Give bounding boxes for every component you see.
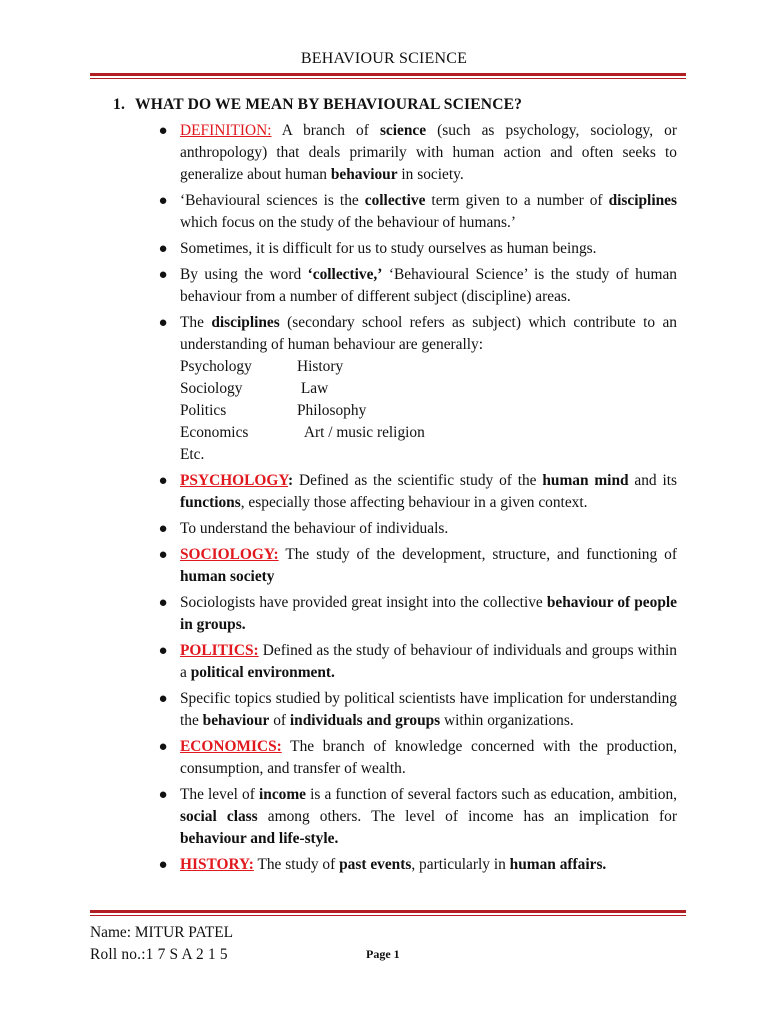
bullet-dot-icon: ● (158, 473, 168, 489)
discipline-name: Art / music religion (297, 424, 425, 441)
list-item-text (180, 264, 677, 308)
bullet-dot-icon: ● (158, 241, 168, 257)
list-item (158, 470, 677, 514)
text-segment: (such as psychology, sociology, or anthropology) that deals primarily with human action and often seeks to generalize about human (180, 122, 677, 183)
footer-name: Name: MITUR PATEL (90, 924, 234, 941)
discipline-name: Law (297, 380, 329, 397)
list-item (158, 688, 677, 732)
text-segment: , especially those affecting behaviour in a given context. (240, 494, 588, 511)
footer-roll-number: Roll no.:1 7 S A 2 1 5 (90, 946, 228, 963)
list-item (158, 736, 677, 780)
bullet-dot-icon: ● (158, 595, 168, 611)
term-label: POLITICS: (180, 642, 259, 659)
bullet-dot-icon: ● (158, 857, 168, 873)
emphasis-text: behaviour (330, 166, 398, 183)
emphasis-text: behaviour (202, 712, 270, 729)
header-divider (90, 73, 686, 79)
term-label: ECONOMICS: (180, 738, 282, 755)
text-segment: The branch of knowledge concerned with the production, consumption, and transfer of wealth. (180, 738, 677, 777)
section-heading (113, 96, 522, 114)
list-item-text (180, 736, 677, 780)
text-segment: term given to a number of (425, 192, 609, 209)
emphasis-text: : (288, 472, 294, 489)
text-segment: which focus on the study of the behaviour of humans.’ (180, 214, 516, 231)
bullet-dot-icon: ● (158, 315, 168, 331)
text-segment: Defined as the study of behaviour of individuals and groups within a (180, 642, 677, 681)
list-item-text (180, 470, 677, 514)
discipline-name (297, 444, 497, 466)
bullet-dot-icon: ● (158, 739, 168, 755)
emphasis-text: disciplines (211, 314, 280, 331)
emphasis-text: collective (364, 192, 426, 209)
list-item (158, 784, 678, 850)
text-segment: , particularly in (411, 856, 510, 873)
emphasis-text: social class (180, 808, 258, 825)
emphasis-text: individuals and groups (289, 712, 441, 729)
emphasis-text: human mind (542, 472, 629, 489)
list-item-text (180, 120, 677, 186)
text-segment: (secondary school refers as subject) which contribute to an understanding of human behaviour are generally: (180, 314, 678, 353)
text-segment: The (180, 314, 212, 331)
list-item-text (180, 640, 677, 684)
emphasis-text: behaviour and life-style. (180, 830, 339, 847)
discipline-name: Politics (180, 402, 227, 419)
list-item-text (180, 518, 677, 540)
emphasis-text: past events (339, 856, 412, 873)
text-segment: Sociologists have provided great insight into the collective (180, 594, 547, 611)
list-item (158, 238, 677, 260)
list-item (158, 854, 677, 876)
page-title: BEHAVIOUR SCIENCE (300, 50, 468, 67)
list-item (158, 640, 677, 684)
emphasis-text: human affairs. (509, 856, 607, 873)
list-item-text (180, 190, 677, 234)
term-label: HISTORY: (180, 856, 254, 873)
bullet-dot-icon: ● (158, 123, 168, 139)
text-segment: within organizations. (440, 712, 574, 729)
text-segment: and its (628, 472, 677, 489)
section-heading-text: WHAT DO WE MEAN BY BEHAVIOURAL SCIENCE? (135, 96, 523, 113)
bullet-dot-icon: ● (158, 193, 168, 209)
text-segment: By using the word (180, 266, 308, 283)
footer-divider (90, 910, 686, 916)
text-segment: ‘Behavioural Science’ is the study of human behaviour from a number of different subject (discipline) areas. (180, 266, 677, 305)
section-number: 1. (113, 96, 125, 113)
discipline-name: Economics (180, 424, 249, 441)
list-item (158, 544, 677, 588)
bullet-dot-icon: ● (158, 547, 168, 563)
emphasis-text: ‘collective,’ (307, 266, 383, 283)
emphasis-text: functions (180, 494, 241, 511)
emphasis-text: disciplines (608, 192, 677, 209)
list-item-text (180, 854, 677, 876)
term-label: DEFINITION: (180, 122, 272, 139)
emphasis-text: science (379, 122, 427, 139)
text-segment: is a function of several factors such as education, ambition, (306, 786, 678, 803)
list-item-text (180, 784, 677, 850)
text-segment: The study of the development, structure, and functioning of (278, 546, 677, 563)
list-item (158, 120, 677, 186)
emphasis-text: political environment. (190, 664, 335, 681)
text-segment: in society. (397, 166, 464, 183)
text-segment: Defined as the scientific study of the (293, 472, 543, 489)
text-segment: Sometimes, it is difficult for us to study ourselves as human beings. (180, 240, 597, 257)
bullet-dot-icon: ● (158, 787, 168, 803)
discipline-name: Sociology (180, 380, 243, 397)
discipline-name: Etc. (180, 446, 205, 463)
discipline-name: Psychology (180, 358, 252, 375)
discipline-name: History (297, 358, 344, 375)
emphasis-text: behaviour of people in groups. (180, 594, 677, 633)
text-segment: ‘Behavioural sciences is the (180, 192, 365, 209)
list-item-text (180, 688, 677, 732)
term-label: SOCIOLOGY: (180, 546, 279, 563)
text-segment: The level of (180, 786, 259, 803)
disciplines-table (180, 356, 677, 466)
text-segment: A branch of (271, 122, 380, 139)
list-item-text (180, 238, 677, 260)
bullet-dot-icon: ● (158, 691, 168, 707)
bullet-dot-icon: ● (158, 521, 168, 537)
list-item (158, 518, 677, 540)
bullet-dot-icon: ● (158, 267, 168, 283)
list-item (158, 190, 677, 234)
list-item (158, 264, 677, 308)
term-label: PSYCHOLOGY (180, 472, 289, 489)
bullet-list (158, 120, 678, 880)
list-item (158, 592, 677, 636)
list-item-text (180, 544, 677, 588)
list-item (158, 312, 678, 466)
list-item-text (180, 592, 677, 636)
text-segment: The study of (253, 856, 340, 873)
list-item-text (180, 312, 677, 356)
text-segment: To understand the behaviour of individuals. (180, 520, 449, 537)
discipline-name: Philosophy (297, 402, 367, 419)
emphasis-text: income (258, 786, 306, 803)
text-segment: Specific topics studied by political scientists have implication for understanding the (180, 690, 677, 729)
text-segment: of (269, 712, 290, 729)
emphasis-text: human society (180, 568, 275, 585)
text-segment: among others. The level of income has an implication for (257, 808, 677, 825)
bullet-dot-icon: ● (158, 643, 168, 659)
page-number: Page 1 (366, 947, 400, 961)
